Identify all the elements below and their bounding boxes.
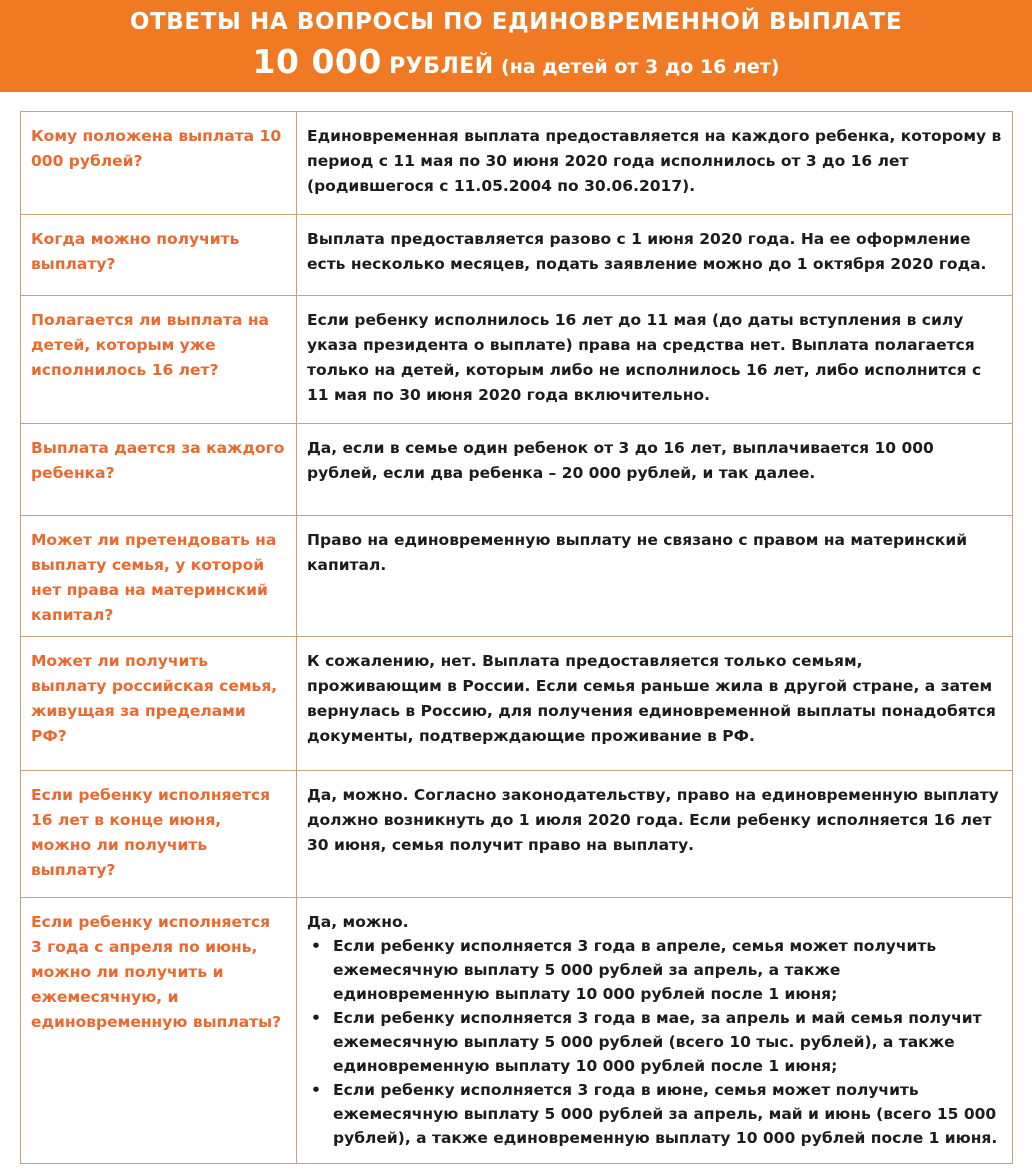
list-item — [311, 934, 1002, 1006]
faq-question: Кому положена выплата 10 000 рублей? — [21, 112, 297, 215]
list-item-text: Если ребенку исполняется 3 года в июне, семья может получить ежемесячную выплату 5 000 рублей за апрель, май и июнь (всего 15 000 рублей), а также единовременную выплату 10 000 рублей после 1 июня. — [333, 1081, 998, 1147]
table-row — [21, 424, 1013, 516]
header-currency: РУБЛЕЙ — [389, 54, 494, 79]
faq-answer: Единовременная выплата предоставляется на каждого ребенка, которому в период с 11 мая по 30 июня 2020 года исполнилось от 3 до 16 лет (родившегося с 11.05.2004 по 30.06.2017). — [297, 112, 1013, 215]
list-item-text: Если ребенку исполняется 3 года в апреле, семья может получить ежемесячную выплату 5 000 рублей за апрель, а также единовременную выплату 10 000 рублей после 1 июня; — [333, 937, 937, 1003]
list-item — [311, 1078, 1002, 1150]
table-row — [21, 296, 1013, 424]
faq-answer: Если ребенку исполнилось 16 лет до 11 мая (до даты вступления в силу указа президента о выплате) права на средства нет. Выплата полагается только на детей, которым либо не исполнилось 16 лет, либо исполнится с 11 мая по 30 июня 2020 года включительно. — [297, 296, 1013, 424]
faq-answer: К сожалению, нет. Выплата предоставляется только семьям, проживающим в России. Если семья раньше жила в другой стране, а затем вернулась в Россию, для получения единовременной выплаты понадобятся документы, подтверждающие проживание в РФ. — [297, 637, 1013, 771]
bullet-icon: • — [311, 1009, 321, 1027]
faq-question: Если ребенку исполняется 3 года с апреля по июнь, можно ли получить и ежемесячную, и единовременную выплаты? — [21, 898, 297, 1164]
header-title: ОТВЕТЫ НА ВОПРОСЫ ПО ЕДИНОВРЕМЕННОЙ ВЫПЛАТЕ — [129, 9, 903, 35]
faq-question: Полагается ли выплата на детей, которым уже исполнилось 16 лет? — [21, 296, 297, 424]
table-row — [21, 112, 1013, 215]
header-banner — [0, 0, 1032, 92]
faq-answer-list — [307, 934, 1002, 1150]
table-row — [21, 898, 1013, 1164]
table-row — [21, 215, 1013, 296]
header-subtitle — [0, 40, 1032, 89]
table-row — [21, 771, 1013, 898]
bullet-icon: • — [311, 937, 321, 955]
faq-question: Может ли претендовать на выплату семья, у которой нет права на материнский капитал? — [21, 516, 297, 637]
table-row — [21, 516, 1013, 637]
faq-question: Выплата дается за каждого ребенка? — [21, 424, 297, 516]
faq-answer: Да, можно. Согласно законодательству, право на единовременную выплату должно возникнуть до 1 июля 2020 года. Если ребенку исполняется 16 лет 30 июня, семья получит право на выплату. — [297, 771, 1013, 898]
faq-answer-intro: Да, можно. — [307, 913, 409, 931]
table-row — [21, 637, 1013, 771]
faq-question: Может ли получить выплату российская семья, живущая за пределами РФ? — [21, 637, 297, 771]
header-amount: 10 000 — [252, 42, 382, 81]
faq-table — [20, 111, 1013, 1164]
faq-answer — [297, 898, 1013, 1164]
list-item-text: Если ребенку исполняется 3 года в мае, за апрель и май семья получит ежемесячную выплату 5 000 рублей (всего 10 тыс. рублей), а также единовременную выплату 10 000 рублей после 1 июня; — [333, 1009, 982, 1075]
header-note: (на детей от 3 до 16 лет) — [501, 56, 780, 78]
faq-question: Когда можно получить выплату? — [21, 215, 297, 296]
bullet-icon: • — [311, 1081, 321, 1099]
faq-question: Если ребенку исполняется 16 лет в конце июня, можно ли получить выплату? — [21, 771, 297, 898]
list-item — [311, 1006, 1002, 1078]
faq-answer: Право на единовременную выплату не связано с правом на материнский капитал. — [297, 516, 1013, 637]
faq-answer: Да, если в семье один ребенок от 3 до 16 лет, выплачивается 10 000 рублей, если два ребенка – 20 000 рублей, и так далее. — [297, 424, 1013, 516]
faq-answer: Выплата предоставляется разово с 1 июня 2020 года. На ее оформление есть несколько месяцев, подать заявление можно до 1 октября 2020 года. — [297, 215, 1013, 296]
